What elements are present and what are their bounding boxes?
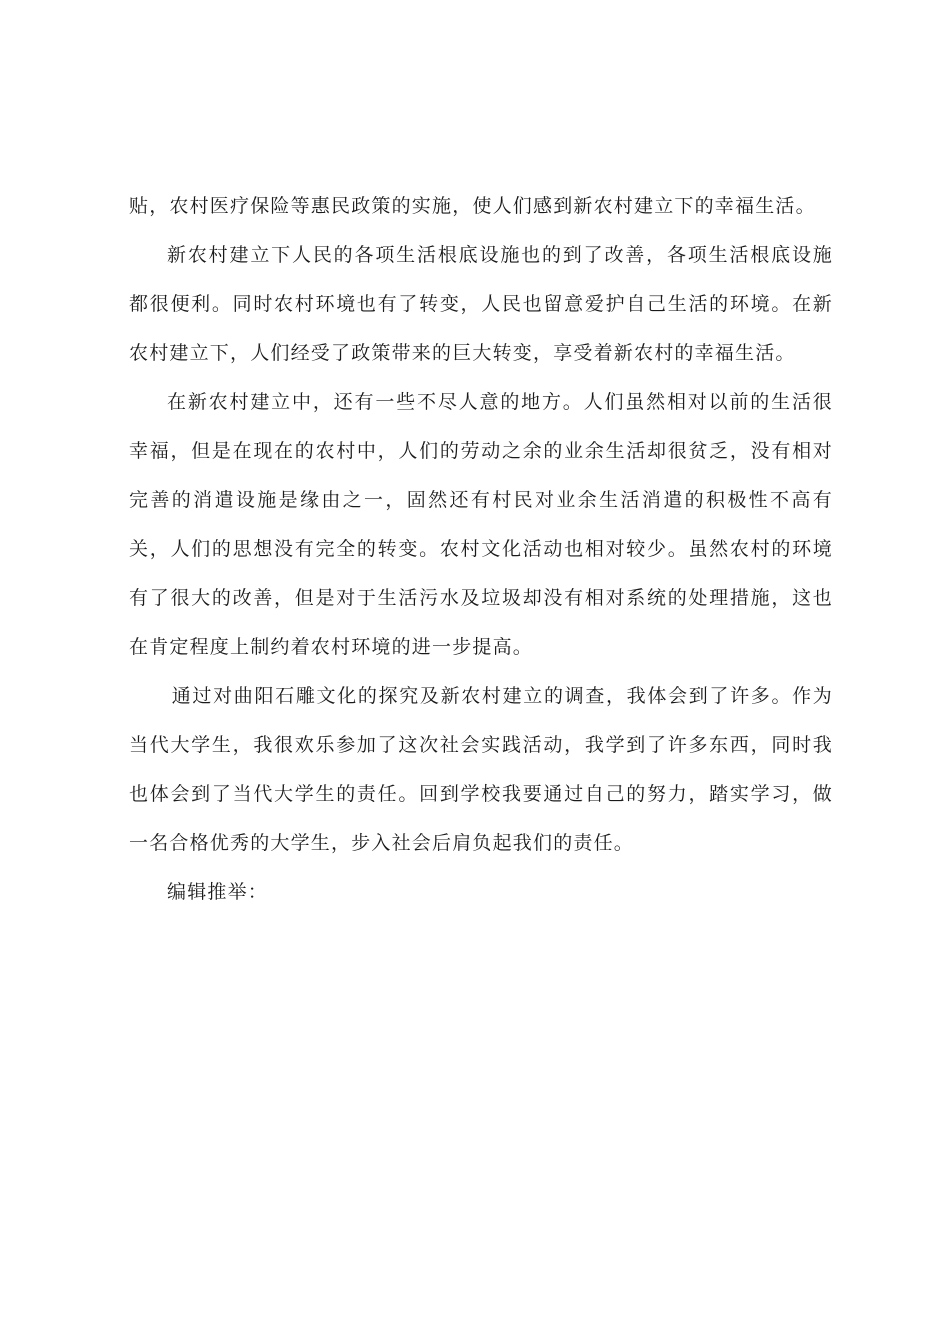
paragraph-infrastructure: 新农村建立下人民的各项生活根底设施也的到了改善，各项生活根底设施都很便利。同时农村环境也有了转变，人民也留意爱护自己生活的环境。在新农村建立下，人们经受了政策带来的巨大转变，享受着新农村的幸福生活。	[129, 244, 833, 364]
paragraph-conclusion: 通过对曲阳石雕文化的探究及新农村建立的调查，我体会到了许多。作为当代大学生，我很欢乐参加了这次社会实践活动，我学到了许多东西，同时我也体会到了当代大学生的责任。回到学校我要通过自己的努力，踏实学习，做一名合格优秀的大学生，步入社会后肩负起我们的责任。	[129, 685, 833, 854]
document-body	[129, 182, 833, 917]
paragraph-continuation: 贴，农村医疗保险等惠民政策的实施，使人们感到新农村建立下的幸福生活。	[129, 195, 816, 217]
paragraph-editor-recommendation: 编辑推举：	[167, 881, 269, 903]
paragraph-shortcomings: 在新农村建立中，还有一些不尽人意的地方。人们虽然相对以前的生活很幸福，但是在现在的农村中，人们的劳动之余的业余生活却很贫乏，没有相对完善的消遣设施是缘由之一，固然还有村民对业余生活消遣的积极性不高有关，人们的思想没有完全的转变。农村文化活动也相对较少。虽然农村的环境有了很大的改善，但是对于生活污水及垃圾却没有相对系统的处理措施，这也在肯定程度上制约着农村环境的进一步提高。	[129, 391, 833, 658]
